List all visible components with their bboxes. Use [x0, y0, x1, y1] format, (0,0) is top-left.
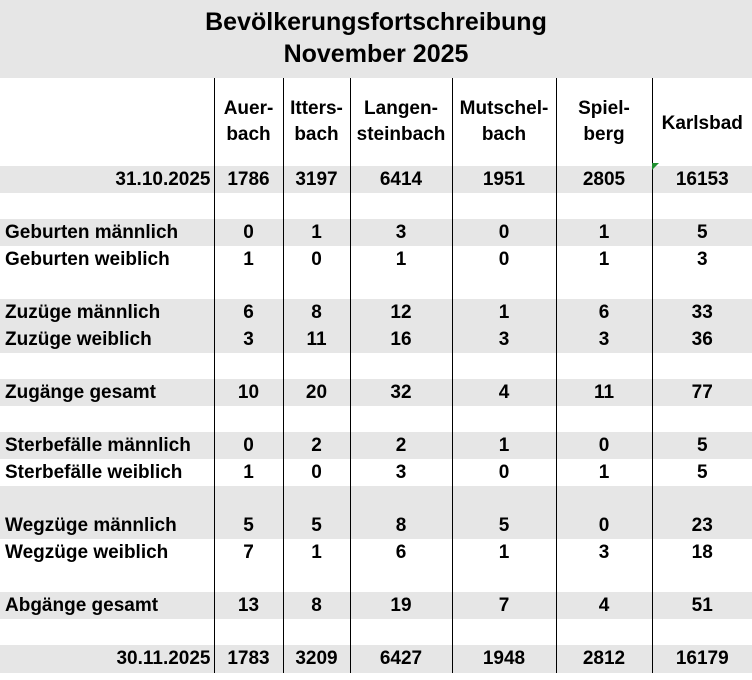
empty-cell[interactable] [214, 273, 283, 299]
row-label[interactable]: Geburten männlich [0, 219, 214, 246]
table-cell[interactable]: 36 [652, 326, 752, 353]
population-table [0, 78, 752, 673]
empty-cell[interactable] [556, 353, 652, 379]
table-cell[interactable]: 1 [452, 299, 556, 326]
table-cell[interactable]: 0 [452, 246, 556, 273]
table-cell[interactable]: 1 [214, 246, 283, 273]
col-header-ittersbach[interactable]: Itters- bach [283, 78, 350, 166]
empty-cell[interactable] [214, 619, 283, 645]
table-cell[interactable]: 4 [556, 592, 652, 619]
table-cell[interactable]: 23 [652, 512, 752, 539]
empty-cell[interactable] [283, 486, 350, 512]
empty-cell[interactable] [556, 193, 652, 219]
empty-cell[interactable] [283, 193, 350, 219]
empty-cell[interactable] [350, 353, 452, 379]
table-cell[interactable]: 20 [283, 379, 350, 406]
table-cell[interactable]: 3 [452, 326, 556, 353]
col-header-auerbach[interactable]: Auer- bach [214, 78, 283, 166]
empty-cell[interactable] [652, 486, 752, 512]
table-cell[interactable]: 8 [350, 512, 452, 539]
row-label[interactable]: Abgänge gesamt [0, 592, 214, 619]
table-cell[interactable]: 6 [556, 299, 652, 326]
table-cell[interactable]: 1783 [214, 645, 283, 673]
empty-cell[interactable] [452, 193, 556, 219]
table-cell[interactable]: 16153 [652, 166, 752, 193]
table-cell[interactable]: 16 [350, 326, 452, 353]
table-row [0, 326, 752, 353]
table-cell[interactable]: 11 [283, 326, 350, 353]
row-label[interactable]: Wegzüge männlich [0, 512, 214, 539]
report-title [0, 0, 752, 78]
table-cell[interactable]: 3 [652, 246, 752, 273]
table-cell[interactable]: 1 [283, 539, 350, 566]
table-cell[interactable]: 5 [652, 432, 752, 459]
spacer-row [0, 619, 752, 645]
spacer-row [0, 273, 752, 299]
table-cell[interactable]: 0 [452, 219, 556, 246]
spacer-row [0, 566, 752, 592]
empty-cell[interactable] [452, 566, 556, 592]
table-row [0, 459, 752, 486]
row-label[interactable]: Zugänge gesamt [0, 379, 214, 406]
table-cell[interactable]: 1 [283, 219, 350, 246]
table-cell[interactable]: 2 [350, 432, 452, 459]
empty-cell[interactable] [652, 193, 752, 219]
table-cell[interactable]: 3 [556, 326, 652, 353]
empty-cell[interactable] [0, 273, 214, 299]
empty-cell[interactable] [652, 273, 752, 299]
empty-cell[interactable] [556, 619, 652, 645]
table-cell[interactable]: 1 [556, 219, 652, 246]
table-cell[interactable]: 2805 [556, 166, 652, 193]
table-cell[interactable]: 1 [452, 432, 556, 459]
empty-cell[interactable] [0, 486, 214, 512]
row-label[interactable]: Sterbefälle weiblich [0, 459, 214, 486]
table-cell[interactable]: 7 [214, 539, 283, 566]
empty-cell[interactable] [556, 273, 652, 299]
table-cell[interactable]: 10 [214, 379, 283, 406]
table-cell[interactable]: 11 [556, 379, 652, 406]
table-row [0, 432, 752, 459]
empty-cell[interactable] [350, 193, 452, 219]
empty-cell[interactable] [652, 406, 752, 432]
table-cell[interactable]: 1 [214, 459, 283, 486]
empty-cell[interactable] [452, 619, 556, 645]
empty-cell[interactable] [214, 353, 283, 379]
col-header-langensteinbach[interactable]: Langen- steinbach [350, 78, 452, 166]
table-cell[interactable]: 0 [214, 432, 283, 459]
empty-cell[interactable] [452, 353, 556, 379]
comment-marker-icon[interactable] [652, 163, 659, 170]
table-cell[interactable]: 5 [652, 219, 752, 246]
row-label[interactable]: 30.11.2025 [0, 645, 214, 673]
row-label[interactable]: Zuzüge männlich [0, 299, 214, 326]
table-cell[interactable]: 8 [283, 592, 350, 619]
empty-cell[interactable] [283, 406, 350, 432]
header-row [0, 78, 752, 166]
empty-cell[interactable] [214, 406, 283, 432]
table-cell[interactable]: 1 [452, 539, 556, 566]
table-cell[interactable]: 0 [556, 512, 652, 539]
empty-cell[interactable] [350, 406, 452, 432]
spacer-row [0, 486, 752, 512]
empty-cell[interactable] [350, 486, 452, 512]
table-cell[interactable]: 19 [350, 592, 452, 619]
table-cell[interactable]: 33 [652, 299, 752, 326]
table-cell[interactable]: 1948 [452, 645, 556, 673]
table-cell[interactable]: 3 [350, 459, 452, 486]
table-cell[interactable]: 3 [350, 219, 452, 246]
empty-cell[interactable] [283, 353, 350, 379]
empty-cell[interactable] [652, 353, 752, 379]
table-cell[interactable]: 3 [214, 326, 283, 353]
table-row [0, 299, 752, 326]
table-cell[interactable]: 6 [350, 539, 452, 566]
row-label[interactable]: Zuzüge weiblich [0, 326, 214, 353]
table-cell[interactable]: 8 [283, 299, 350, 326]
table-cell[interactable]: 1951 [452, 166, 556, 193]
table-cell[interactable]: 1 [556, 246, 652, 273]
row-label[interactable]: Sterbefälle männlich [0, 432, 214, 459]
table-cell[interactable]: 18 [652, 539, 752, 566]
table-row [0, 539, 752, 566]
empty-cell[interactable] [0, 566, 214, 592]
empty-cell[interactable] [214, 486, 283, 512]
table-cell[interactable]: 3197 [283, 166, 350, 193]
empty-cell[interactable] [452, 486, 556, 512]
empty-cell[interactable] [350, 273, 452, 299]
title-line-1: Bevölkerungsfortschreibung [205, 8, 547, 36]
empty-cell[interactable] [350, 619, 452, 645]
table-cell[interactable]: 16179 [652, 645, 752, 673]
empty-cell[interactable] [556, 406, 652, 432]
table-cell[interactable]: 7 [452, 592, 556, 619]
empty-cell[interactable] [452, 406, 556, 432]
table-row [0, 512, 752, 539]
table-cell[interactable]: 6 [214, 299, 283, 326]
table-row [0, 592, 752, 619]
table-row [0, 645, 752, 673]
title-line-2: November 2025 [283, 40, 469, 68]
table-cell[interactable]: 12 [350, 299, 452, 326]
table-cell[interactable]: 1 [556, 459, 652, 486]
row-label[interactable]: 31.10.2025 [0, 166, 214, 193]
table-cell[interactable]: 1 [350, 246, 452, 273]
table-cell[interactable]: 5 [652, 459, 752, 486]
table-cell[interactable]: 5 [283, 512, 350, 539]
table-cell[interactable]: 2 [283, 432, 350, 459]
table-cell[interactable]: 4 [452, 379, 556, 406]
col-header-karlsbad[interactable]: Karlsbad [652, 78, 752, 166]
table-cell[interactable]: 1786 [214, 166, 283, 193]
empty-cell[interactable] [556, 486, 652, 512]
table-cell[interactable]: 32 [350, 379, 452, 406]
empty-cell[interactable] [652, 619, 752, 645]
table-row [0, 246, 752, 273]
table-cell[interactable]: 3 [556, 539, 652, 566]
table-cell[interactable]: 3209 [283, 645, 350, 673]
row-label[interactable]: Wegzüge weiblich [0, 539, 214, 566]
table-cell[interactable]: 13 [214, 592, 283, 619]
empty-cell[interactable] [652, 566, 752, 592]
spacer-row [0, 353, 752, 379]
empty-cell[interactable] [214, 193, 283, 219]
table-cell[interactable]: 0 [283, 246, 350, 273]
empty-cell[interactable] [283, 619, 350, 645]
table-cell[interactable]: 6414 [350, 166, 452, 193]
empty-cell[interactable] [0, 353, 214, 379]
table-cell[interactable]: 5 [214, 512, 283, 539]
row-label[interactable]: Geburten weiblich [0, 246, 214, 273]
empty-cell[interactable] [0, 406, 214, 432]
table-row [0, 379, 752, 406]
table-cell[interactable]: 0 [283, 459, 350, 486]
spacer-row [0, 406, 752, 432]
empty-cell[interactable] [452, 273, 556, 299]
table-cell[interactable]: 0 [556, 432, 652, 459]
table-row [0, 219, 752, 246]
table-cell[interactable]: 6427 [350, 645, 452, 673]
empty-cell[interactable] [0, 619, 214, 645]
table-cell[interactable]: 0 [214, 219, 283, 246]
table-cell[interactable]: 51 [652, 592, 752, 619]
empty-cell[interactable] [214, 566, 283, 592]
table-cell[interactable]: 2812 [556, 645, 652, 673]
header-blank [0, 78, 214, 166]
empty-cell[interactable] [556, 566, 652, 592]
col-header-mutschelbach[interactable]: Mutschel- bach [452, 78, 556, 166]
empty-cell[interactable] [350, 566, 452, 592]
table-row [0, 166, 752, 193]
empty-cell[interactable] [283, 566, 350, 592]
empty-cell[interactable] [0, 193, 214, 219]
col-header-spielberg[interactable]: Spiel- berg [556, 78, 652, 166]
spacer-row [0, 193, 752, 219]
empty-cell[interactable] [283, 273, 350, 299]
table-cell[interactable]: 5 [452, 512, 556, 539]
table-cell[interactable]: 77 [652, 379, 752, 406]
table-cell[interactable]: 0 [452, 459, 556, 486]
